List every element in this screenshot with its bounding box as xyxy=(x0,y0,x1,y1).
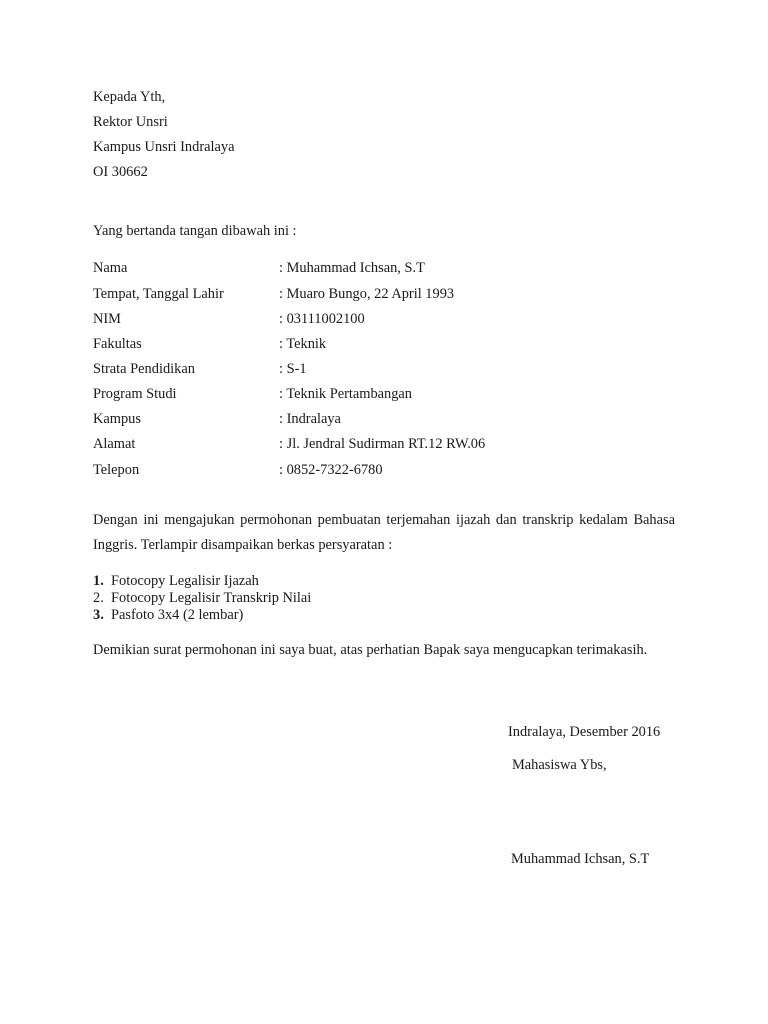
field-value-nama: : Muhammad Ichsan, S.T xyxy=(279,260,425,276)
list-item xyxy=(93,573,259,590)
field-value-nim: : 03111002100 xyxy=(279,311,365,327)
intro-text: Yang bertanda tangan dibawah ini : xyxy=(93,223,297,239)
field-value-prodi: : Teknik Pertambangan xyxy=(279,386,413,402)
field-label-fakultas: Fakultas xyxy=(93,336,142,352)
field-value-telepon: : 0852-7322-6780 xyxy=(279,462,383,478)
recipient-postal: OI 30662 xyxy=(93,164,148,180)
list-item-text: Fotocopy Legalisir Transkrip Nilai xyxy=(111,590,312,606)
field-value-strata: : S-1 xyxy=(279,361,307,377)
list-item xyxy=(93,607,243,624)
request-paragraph: Dengan ini mengajukan permohonan pembuatan terjemahan ijazah dan transkrip kedalam Bahasa Inggris. Terlampir disampaikan berkas persyaratan : xyxy=(93,512,675,553)
recipient-title: Rektor Unsri xyxy=(93,114,168,130)
field-label-ttl: Tempat, Tanggal Lahir xyxy=(93,286,224,302)
field-label-nim: NIM xyxy=(93,311,121,327)
field-label-kampus: Kampus xyxy=(93,411,141,427)
recipient-campus: Kampus Unsri Indralaya xyxy=(93,139,235,155)
signature-role: Mahasiswa Ybs, xyxy=(512,757,607,773)
field-value-alamat: : Jl. Jendral Sudirman RT.12 RW.06 xyxy=(279,436,486,452)
field-label-nama: Nama xyxy=(93,260,128,276)
field-label-strata: Strata Pendidikan xyxy=(93,361,195,377)
list-item-number: 2. xyxy=(93,590,104,606)
list-item-number: 1. xyxy=(93,573,104,589)
list-item-number: 3. xyxy=(93,607,104,623)
list-item-text: Fotocopy Legalisir Ijazah xyxy=(111,573,259,589)
list-item-text: Pasfoto 3x4 (2 lembar) xyxy=(111,607,244,623)
field-value-kampus: : Indralaya xyxy=(279,411,341,427)
field-label-alamat: Alamat xyxy=(93,436,136,452)
recipient-greeting: Kepada Yth, xyxy=(93,89,166,105)
field-label-prodi: Program Studi xyxy=(93,386,177,402)
signature-place-date: Indralaya, Desember 2016 xyxy=(508,724,661,740)
field-value-fakultas: : Teknik xyxy=(279,336,327,352)
closing-paragraph: Demikian surat permohonan ini saya buat, atas perhatian Bapak saya mengucapkan terimakasih. xyxy=(93,642,648,658)
field-value-ttl: : Muaro Bungo, 22 April 1993 xyxy=(279,286,455,302)
list-item xyxy=(93,590,311,607)
field-label-telepon: Telepon xyxy=(93,462,140,478)
signature-name: Muhammad Ichsan, S.T xyxy=(511,851,650,867)
